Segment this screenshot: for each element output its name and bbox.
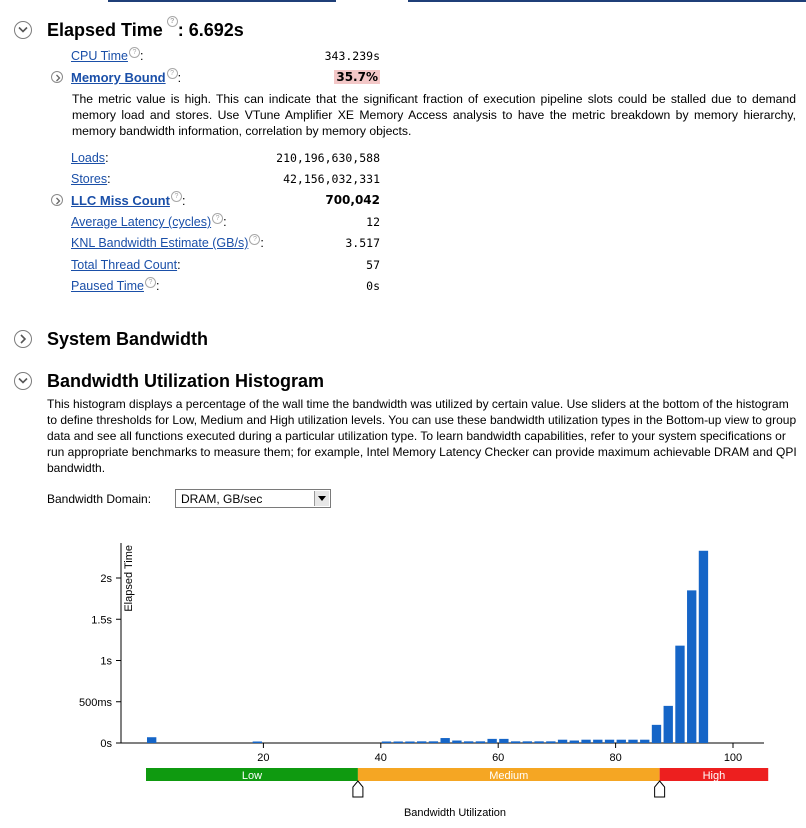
metric-row-label: CPU Time ? : — [71, 49, 144, 63]
metric-row-label: Average Latency (cycles) ? : — [71, 215, 227, 229]
memory-bound-description: The metric value is high. This can indicate that the significant fraction of execution pipeline slots could be stalled due to demand memory load and stores. Use VTune Amplifier XE Memory Access analysis to have the metric breakdown by memory hierarchy, memory bandwidth information, correlation by memory objects. — [72, 92, 796, 138]
metric-value — [283, 172, 380, 187]
metric-value — [366, 215, 380, 230]
y-tick-label: 1s — [100, 655, 112, 668]
y-axis-label: Elapsed Time — [123, 545, 135, 612]
x-tick-label: 20 — [257, 752, 270, 764]
metric-value-text: 42,156,032,331 — [283, 172, 380, 186]
histogram-bar — [417, 741, 426, 743]
histogram-bar — [405, 742, 414, 744]
histogram-description: This histogram displays a percentage of the wall time the bandwidth was utilized by certain value. Use sliders at the bottom of the histogram to define thresholds for Low, Medium and High utilization levels. You can use these bandwidth utilization types in the Bottom-up view to group data and see all functions executed during a particular utilization type. To learn bandwidth capabilities, refer to your system specifications or run appropriate benchmarks to measure them; for example, Intel Memory Latency Checker can provide maximum achievable DRAM and QPI bandwidth. — [47, 397, 797, 475]
chevron-down-icon — [318, 496, 326, 501]
histogram-bar — [464, 741, 473, 743]
histogram-bar — [452, 741, 461, 743]
histogram-bar — [147, 737, 156, 743]
expand-llc-miss-count-icon[interactable] — [51, 194, 63, 206]
histogram-bar — [499, 739, 508, 743]
metric-link[interactable]: CPU Time — [71, 49, 128, 63]
metric-row-label: Total Thread Count: — [71, 258, 181, 272]
metric-link[interactable]: Loads — [71, 151, 106, 165]
chevron-down-icon — [18, 377, 28, 385]
histogram-bar — [429, 741, 438, 743]
metric-value-text: 12 — [366, 215, 380, 229]
bandwidth-domain-select[interactable] — [175, 489, 331, 508]
metric-row-label: KNL Bandwidth Estimate (GB/s) ? : — [71, 236, 264, 250]
expand-system-bandwidth-icon[interactable] — [14, 330, 32, 348]
metric-value — [345, 236, 380, 251]
histogram-bar — [441, 738, 450, 743]
metric-value-text: 3.517 — [345, 236, 380, 250]
histogram-bar — [605, 740, 614, 743]
metric-value — [366, 258, 380, 273]
help-icon[interactable]: ? — [171, 191, 182, 202]
histogram-bar — [687, 590, 696, 743]
metric-value — [325, 193, 380, 208]
histogram-bar — [581, 740, 590, 743]
bandwidth-histogram-chart — [0, 530, 806, 828]
histogram-bar — [699, 551, 708, 743]
help-icon[interactable]: ? — [129, 47, 140, 58]
system-bandwidth-title[interactable]: System Bandwidth — [47, 329, 209, 349]
histogram-bar — [476, 741, 485, 743]
metric-value-text: 210,196,630,588 — [276, 151, 380, 165]
histogram-bar — [617, 740, 626, 743]
help-icon[interactable]: ? — [167, 68, 178, 79]
histogram-bar — [382, 742, 391, 744]
histogram-bar — [523, 741, 532, 743]
metric-link[interactable]: LLC Miss Count — [71, 193, 170, 208]
metric-value-text: 35.7% — [336, 70, 378, 84]
y-tick-label: 0s — [100, 738, 112, 750]
metric-value-text: 700,042 — [325, 193, 380, 207]
bandwidth-domain-label: Bandwidth Domain: — [47, 492, 152, 506]
chevron-right-icon — [54, 197, 62, 205]
utilization-band-label: High — [702, 770, 726, 782]
x-tick-label: 40 — [374, 752, 387, 764]
x-tick-label: 80 — [609, 752, 622, 764]
histogram-bar — [394, 742, 403, 744]
y-tick-label: 1.5s — [91, 614, 112, 627]
x-tick-label: 100 — [723, 752, 743, 764]
metric-row-label: Paused Time ? : — [71, 279, 160, 293]
metric-value-text: 0s — [366, 279, 380, 293]
metric-row-label: LLC Miss Count ? : — [71, 193, 186, 208]
bandwidth-domain-value: DRAM, GB/sec — [181, 492, 263, 506]
elapsed-time-value: 6.692s — [188, 20, 244, 40]
histogram-bar — [640, 740, 649, 743]
metric-value — [276, 151, 380, 166]
chevron-right-icon — [54, 74, 62, 82]
threshold-slider-handle[interactable] — [655, 781, 665, 797]
x-axis-label: Bandwidth Utilization — [403, 807, 507, 819]
elapsed-time-title: Elapsed Time — [47, 20, 163, 40]
utilization-band-label: Medium — [489, 770, 529, 782]
y-tick-label: 500ms — [78, 696, 112, 709]
metric-value — [325, 49, 380, 64]
histogram-bar — [675, 646, 684, 743]
metric-link[interactable]: Total Thread Count — [71, 258, 178, 272]
metric-link[interactable]: KNL Bandwidth Estimate (GB/s) — [71, 236, 249, 250]
help-icon[interactable]: ? — [145, 277, 156, 288]
threshold-slider-handle[interactable] — [353, 781, 363, 797]
x-tick-label: 60 — [492, 752, 505, 764]
collapse-elapsed-icon[interactable] — [14, 21, 32, 39]
chevron-right-icon — [19, 334, 29, 344]
metric-row-label: Memory Bound ? : — [71, 70, 182, 85]
histogram-bar — [558, 740, 567, 743]
expand-memory-bound-icon[interactable] — [51, 71, 63, 83]
histogram-bar — [570, 741, 579, 743]
histogram-bar — [664, 706, 673, 743]
metric-row-label: Loads: — [71, 151, 109, 165]
help-icon[interactable]: ? — [167, 16, 178, 27]
histogram-bar — [487, 739, 496, 743]
histogram-bar — [253, 742, 262, 744]
histogram-title: Bandwidth Utilization Histogram — [47, 371, 324, 391]
histogram-bar — [511, 741, 520, 743]
metric-value-text: 343.239s — [324, 49, 380, 63]
utilization-band-label: Low — [241, 770, 263, 782]
metric-value — [366, 279, 380, 294]
help-icon[interactable]: ? — [249, 234, 260, 245]
metric-row-label: Stores: — [71, 172, 111, 186]
top-tab-strip — [0, 0, 806, 3]
help-icon[interactable]: ? — [212, 213, 223, 224]
metric-link[interactable]: Paused Time — [71, 279, 144, 293]
histogram-bar — [593, 740, 602, 743]
dropdown-button[interactable] — [314, 491, 329, 506]
metric-link[interactable]: Memory Bound — [71, 70, 166, 85]
histogram-bar — [652, 725, 661, 743]
metric-link[interactable]: Stores — [71, 172, 108, 186]
collapse-histogram-icon[interactable] — [14, 372, 32, 390]
histogram-bar — [546, 741, 555, 743]
elapsed-time-heading: Elapsed Time ? : 6.692s — [47, 18, 244, 40]
chevron-down-icon — [18, 26, 28, 34]
metric-value — [334, 70, 380, 85]
y-tick-label: 2s — [100, 573, 112, 585]
histogram-bar — [534, 741, 543, 743]
metric-value-text: 57 — [366, 258, 380, 272]
histogram-bar — [628, 740, 637, 743]
metric-link[interactable]: Average Latency (cycles) — [71, 215, 212, 229]
